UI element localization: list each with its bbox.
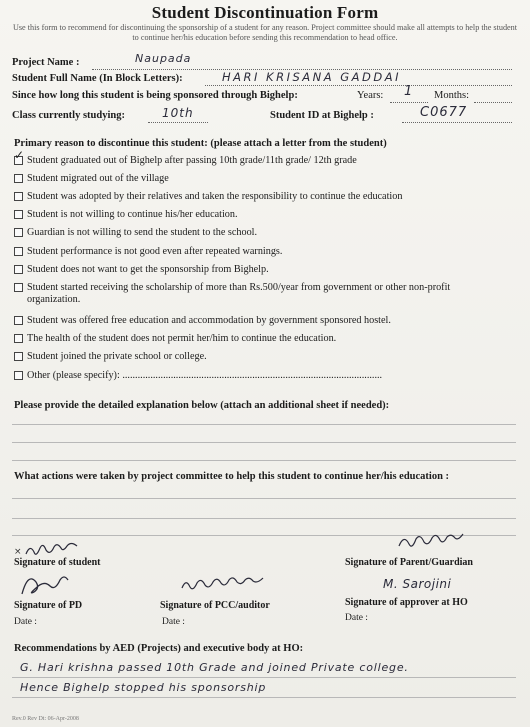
pcc-date-label[interactable]: Date : [162, 617, 185, 627]
years-value[interactable]: 1 [404, 84, 414, 99]
actions-heading: What actions were taken by project committee to help this student to continue her/his education : [14, 471, 450, 482]
checkbox[interactable] [14, 283, 23, 292]
recommendation-heading: Recommendations by AED (Projects) and executive body at HO: [14, 643, 304, 654]
parent-signature-scribble [395, 532, 470, 554]
months-label: Months: [434, 90, 470, 101]
reason-item[interactable] [14, 370, 514, 382]
reason-label: Student is not willing to continue his/her education. [27, 209, 238, 220]
reason-label: Student started receiving the scholarship of more than Rs.500/year from government or other non-profit organization. [27, 282, 451, 305]
student-id-line [402, 122, 512, 123]
checkbox[interactable] [14, 371, 23, 380]
checkbox[interactable] [14, 334, 23, 343]
checkbox-checked[interactable] [14, 156, 23, 165]
pcc-signature-label: Signature of PCC/auditor [160, 600, 270, 611]
reason-label: Other (please specify): ...................................................................................................... [27, 370, 383, 381]
pd-date-label[interactable]: Date : [14, 617, 37, 627]
reasons-heading: Primary reason to discontinue this student: (please attach a letter from the student) [14, 138, 387, 149]
years-label: Years: [357, 90, 384, 101]
reason-item[interactable] [14, 315, 514, 327]
recommendation-text-line2: Hence Bighelp stopped his sponsorship [20, 681, 267, 694]
reason-label: Student performance is not good even after repeated warnings. [27, 246, 283, 257]
reason-label: Student migrated out of the village [27, 173, 169, 184]
form-intro: Use this form to recommend for discontinuing the sponsorship of a student for any reason. Project committee should make all attempts to help the student to continue her/his education before sending this recommendation to head office. [12, 23, 518, 42]
months-line [474, 102, 512, 103]
approver-name: M. Sarojini [383, 577, 452, 591]
explanation-line[interactable] [12, 460, 516, 461]
reason-item[interactable] [14, 191, 514, 203]
ho-date-label[interactable]: Date : [345, 613, 368, 623]
reason-item[interactable] [14, 173, 514, 185]
checkbox[interactable] [14, 265, 23, 274]
pd-signature-label: Signature of PD [14, 600, 83, 611]
checkbox[interactable] [14, 192, 23, 201]
class-line [148, 122, 208, 123]
actions-line[interactable] [12, 498, 516, 499]
project-name-label: Project Name : [12, 57, 80, 68]
student-id-value[interactable]: C0677 [420, 105, 468, 120]
pd-signature-scribble [18, 570, 78, 600]
reason-label: The health of the student does not permit her/him to continue the education. [27, 333, 337, 344]
checkbox[interactable] [14, 316, 23, 325]
reason-item[interactable] [14, 351, 514, 363]
actions-line[interactable] [12, 518, 516, 519]
checkbox[interactable] [14, 174, 23, 183]
checkbox[interactable] [14, 210, 23, 219]
explanation-line[interactable] [12, 442, 516, 443]
reason-label: Guardian is not willing to send the student to the school. [27, 227, 258, 238]
class-label: Class currently studying: [12, 110, 125, 121]
revision-footer: Rev.0 Rev Dt: 06-Apr-2008 [12, 716, 79, 722]
checkbox[interactable] [14, 228, 23, 237]
form-title: Student Discontinuation Form [151, 3, 379, 22]
approver-signature-label: Signature of approver at HO [345, 597, 468, 608]
reason-item[interactable] [14, 282, 484, 305]
reason-label: Student was adopted by their relatives and taken the responsibility to continue the education [27, 191, 403, 202]
recommendation-text-line1: G. Hari krishna passed 10th Grade and joined Private college. [20, 661, 409, 674]
reason-label: Student joined the private school or college. [27, 351, 207, 362]
reason-item[interactable] [14, 333, 514, 345]
reason-item[interactable] [14, 264, 514, 276]
student-name-label: Student Full Name (In Block Letters): [12, 73, 183, 84]
reason-label: Student graduated out of Bighelp after passing 10th grade/11th grade/ 12th grade [27, 155, 357, 166]
sponsored-since-label: Since how long this student is being sponsored through Bighelp: [12, 90, 298, 101]
project-name-value[interactable]: Naupada [135, 52, 192, 65]
reason-item[interactable] [14, 155, 514, 167]
student-name-line [205, 85, 512, 86]
class-value[interactable]: 10th [162, 106, 194, 120]
checkbox[interactable] [14, 352, 23, 361]
student-id-label: Student ID at Bighelp : [270, 110, 374, 121]
checkbox[interactable] [14, 247, 23, 256]
student-name-value[interactable]: HARI KRISANA GADDAI [222, 70, 402, 84]
pcc-signature-scribble [178, 574, 273, 596]
reason-item[interactable] [14, 227, 514, 239]
parent-signature-label: Signature of Parent/Guardian [345, 557, 473, 568]
recommendation-line[interactable] [12, 677, 516, 678]
reason-item[interactable] [14, 209, 514, 221]
reason-label: Student was offered free education and accommodation by government sponsored hostel. [27, 315, 391, 326]
reason-item[interactable] [14, 246, 514, 258]
recommendation-line[interactable] [12, 697, 516, 698]
student-signature-label: Signature of student [14, 557, 101, 568]
reason-label: Student does not want to get the sponsorship from Bighelp. [27, 264, 269, 275]
svg-text:×: × [14, 547, 22, 557]
explanation-heading: Please provide the detailed explanation below (attach an additional sheet if needed): [14, 400, 390, 411]
explanation-line[interactable] [12, 424, 516, 425]
years-line [390, 102, 428, 103]
